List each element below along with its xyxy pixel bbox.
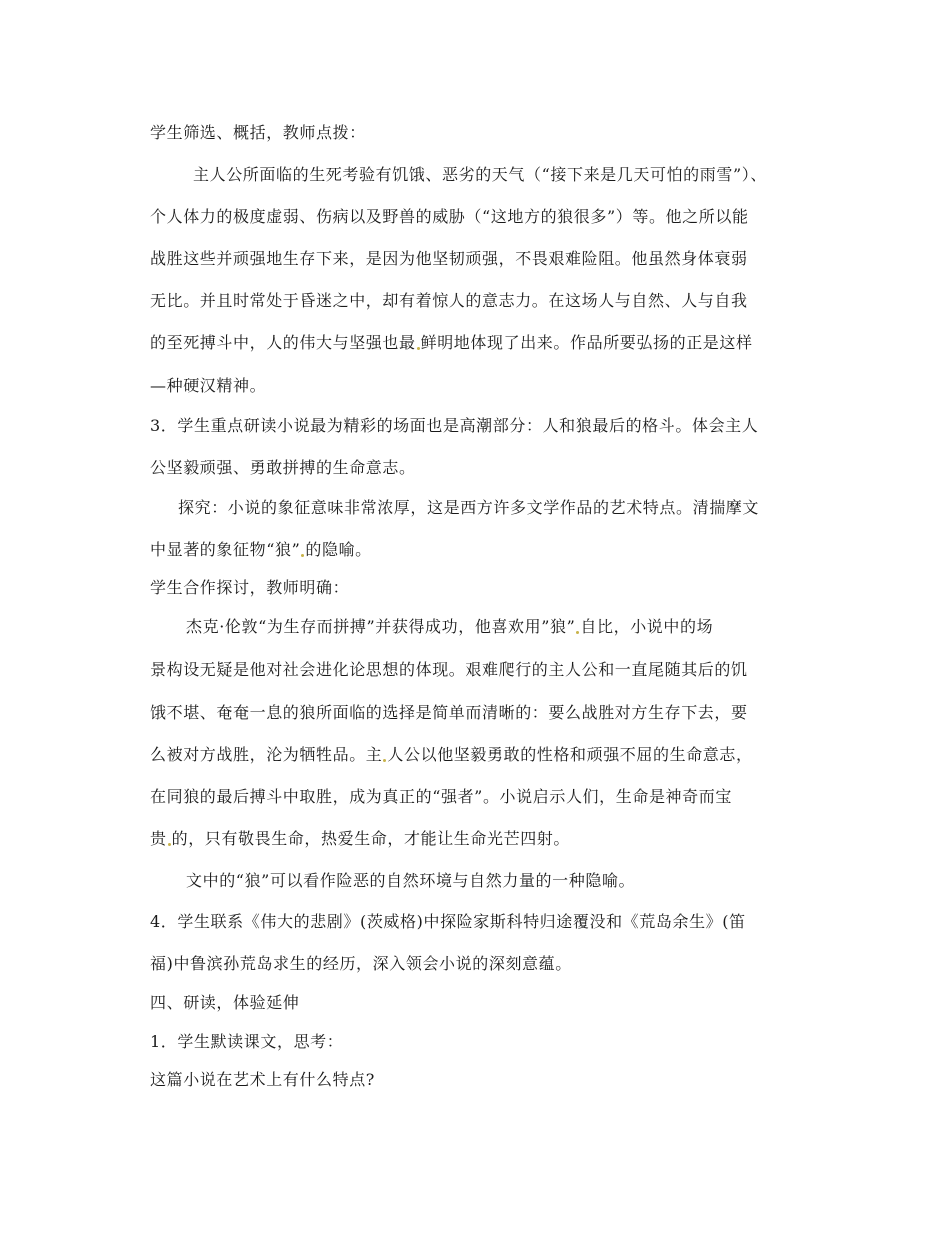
text-line: 景构设无疑是他对社会进化论思想的体现。艰难爬行的主人公和一直尾随其后的饥 bbox=[150, 660, 748, 679]
text-line bbox=[150, 540, 372, 560]
text-line bbox=[150, 745, 753, 765]
text-segment: 的隐喻。 bbox=[305, 540, 372, 559]
text-segment: 自比，小说中的场 bbox=[580, 617, 714, 636]
text-line bbox=[150, 333, 753, 353]
text-line: 饿不堪、奄奄一息的狼所面临的选择是简单而清晰的：要么战胜对方生存下去，要 bbox=[150, 703, 748, 722]
text-line: 公坚毅顽强、勇敢拼搏的生命意志。 bbox=[150, 458, 416, 477]
text-line: 战胜这些并顽强地生存下来，是因为他坚韧顽强，不畏艰难险阻。他虽然身体衰弱 bbox=[150, 249, 748, 268]
text-segment: 贵 bbox=[150, 829, 167, 848]
text-segment: 杰克·伦敦“为生存而拼搏”并获得成功，他喜欢用”狼” bbox=[186, 617, 576, 636]
annotation-dot bbox=[168, 843, 171, 846]
text-segment: 么被对方战胜，沦为牺牲品。主 bbox=[150, 745, 383, 764]
text-line: 主人公所面临的生死考验有饥饿、恶劣的天气（“接下来是几天可怕的雨雪”）、 bbox=[193, 165, 767, 184]
text-segment: 的至死搏斗中，人的伟大与坚强也最 bbox=[150, 333, 416, 352]
text-line: 探究：小说的象征意味非常浓厚，这是西方许多文学作品的艺术特点。清揣摩文 bbox=[178, 498, 760, 517]
text-line: 这篇小说在艺术上有什么特点? bbox=[150, 1070, 375, 1089]
text-line: 学生筛选、概括，教师点拨： bbox=[150, 123, 366, 142]
text-line: 四、研读，体验延伸 bbox=[150, 993, 300, 1012]
text-line: 1．学生默读课文，思考： bbox=[150, 1032, 344, 1051]
text-line bbox=[150, 829, 570, 849]
text-line: 无比。并且时常处于昏迷之中，却有着惊人的意志力。在这场人与自然、人与自我 bbox=[150, 291, 748, 310]
text-line: 在同狼的最后搏斗中取胜，成为真正的“强者”。小说启示人们，生命是神奇而宝 bbox=[150, 787, 732, 806]
annotation-dot bbox=[301, 554, 304, 557]
text-segment: 中显著的象征物“狼” bbox=[150, 540, 301, 559]
text-line: 3．学生重点研读小说最为精彩的场面也是高潮部分：人和狼最后的格斗。体会主人 bbox=[150, 416, 759, 435]
text-line: —种硬汉精神。 bbox=[150, 376, 267, 395]
text-segment: 鲜明地体现了出来。作品所要弘扬的正是这样 bbox=[420, 333, 753, 352]
text-line: 文中的“狼”可以看作险恶的自然环境与自然力量的一种隐喻。 bbox=[186, 871, 636, 890]
text-line: 学生合作探讨，教师明确： bbox=[150, 578, 350, 597]
text-line: 福)中鲁滨孙荒岛求生的经历，深入领会小说的深刻意蕴。 bbox=[150, 954, 572, 973]
annotation-dot bbox=[576, 631, 579, 634]
text-line: 4．学生联系《伟大的悲剧》(茨威格)中探险家斯科特归途覆没和《荒岛余生》(笛 bbox=[150, 912, 746, 931]
text-line bbox=[186, 617, 713, 637]
annotation-dot bbox=[417, 347, 420, 350]
text-line: 个人体力的极度虚弱、伤病以及野兽的威胁（“这地方的狼很多”）等。他之所以能 bbox=[150, 207, 749, 226]
text-segment: 人公以他坚毅勇敢的性格和顽强不屈的生命意志， bbox=[387, 745, 753, 764]
text-segment: 的，只有敬畏生命，热爱生命，才能让生命光芒四射。 bbox=[171, 829, 571, 848]
annotation-dot bbox=[383, 759, 386, 762]
